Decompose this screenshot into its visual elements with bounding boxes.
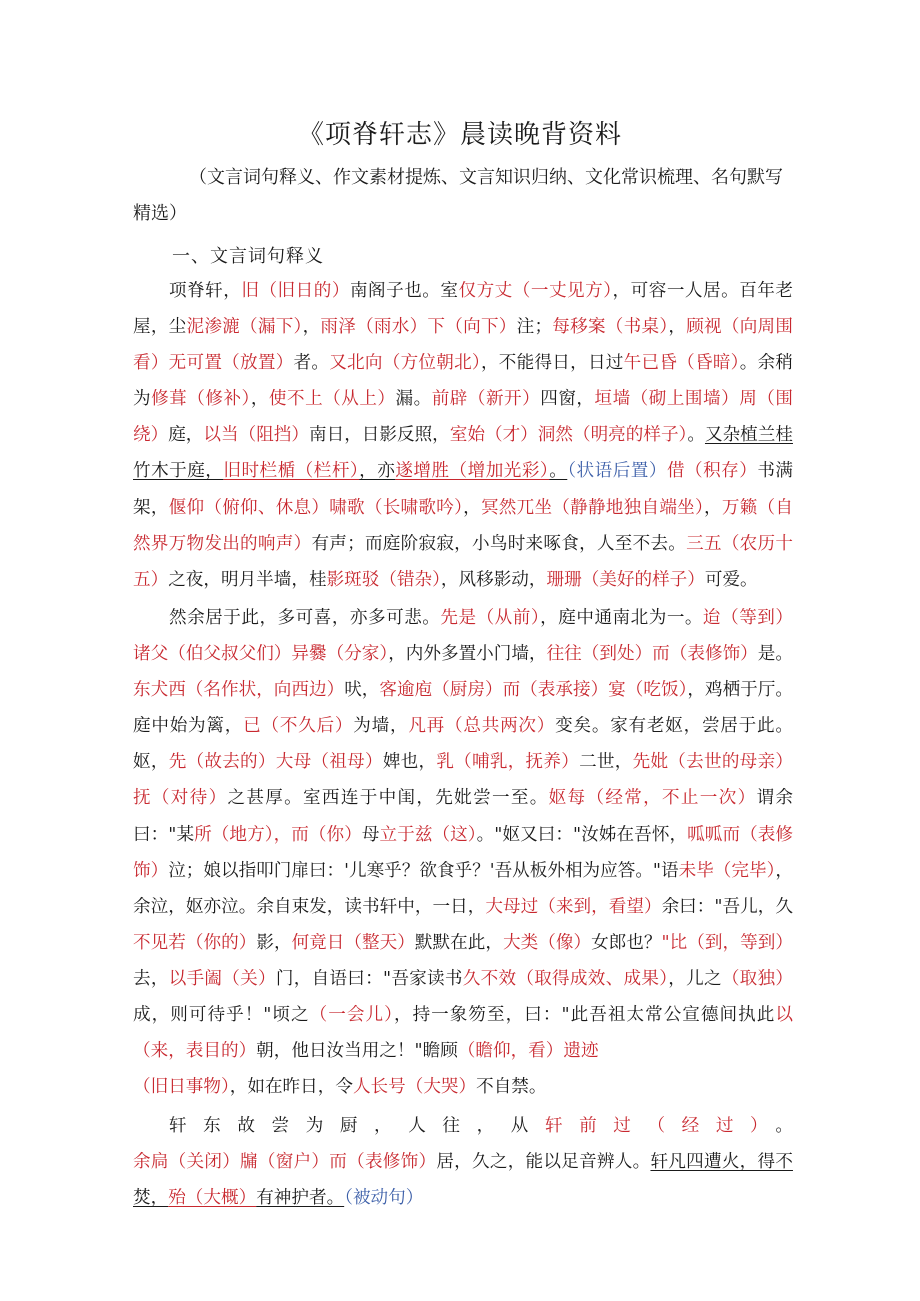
text-run: ， xyxy=(250,389,269,410)
text-run: 。 xyxy=(549,461,568,482)
annotated-phrase: 珊珊（美好的样子） xyxy=(546,569,705,590)
text-run: 女郎也？ xyxy=(591,932,662,953)
text-run: 默默在此， xyxy=(414,932,503,953)
document-subtitle: （文言词句释义、作文素材提炼、文言知识归纳、文化常识梳理、名句默写精选） xyxy=(133,167,783,224)
text-run: 门，自语曰："吾家读书 xyxy=(275,968,463,989)
text-run: 然余居于此，多可喜，亦多可悲。 xyxy=(169,608,441,628)
annotated-phrase: 以（来，表目的） xyxy=(133,1005,793,1062)
annotated-phrase: 影斑驳（错杂） xyxy=(326,569,441,590)
text-run: 谓余曰："某 xyxy=(133,788,793,845)
text-run: 漏。 xyxy=(395,389,432,410)
text-run: 注； xyxy=(516,317,553,338)
annotated-phrase: 三五（农历十五） xyxy=(133,533,793,590)
annotated-phrase: 余扃（关闭）牖（窗户）而（表修饰） xyxy=(133,1152,437,1173)
text-run: ，内外多置小门墙， xyxy=(388,644,547,665)
annotated-phrase: 午已昏（昏暗） xyxy=(623,353,740,374)
text-run: 成，则可待乎！"顷之 xyxy=(133,1005,310,1026)
annotated-phrase: 人长号（大哭） xyxy=(352,1077,477,1098)
grammar-note: （状语后置） xyxy=(567,461,667,482)
annotated-phrase: "比（到，等到） xyxy=(661,932,793,953)
annotated-phrase: （取独） xyxy=(721,968,793,989)
annotated-phrase: 修葺（修补） xyxy=(151,389,251,410)
text-run: 项脊轩， xyxy=(169,281,242,301)
annotated-phrase: 万籁（自然界万物发出的响声） xyxy=(133,497,793,554)
annotated-phrase: 室始（才）洞然（明亮的样子） xyxy=(449,425,688,446)
text-run: 有声；而庭阶寂寂，小鸟时来啄食，人至不去。 xyxy=(311,533,687,554)
annotated-phrase: 前辟（新开） xyxy=(431,389,541,410)
text-run: 有神护者。 xyxy=(256,1188,345,1209)
text-run: ，不能得日，日过 xyxy=(480,353,624,374)
annotated-phrase: 迨（等到）诸父（伯父叔父们）异爨（分家） xyxy=(133,608,793,665)
text-run: ，亦 xyxy=(359,461,396,482)
text-run: 。"妪又曰："汝姊在吾怀， xyxy=(476,824,688,845)
text-run: 不自禁。 xyxy=(476,1077,547,1098)
annotated-phrase: 轩前过（经过） xyxy=(544,1116,776,1136)
annotated-phrase: 先（故去的）大母（祖母） xyxy=(168,752,383,773)
text-run: 。余稍为 xyxy=(133,353,793,410)
annotated-phrase: 殆（大概） xyxy=(168,1188,257,1209)
text-run: 南日，日影反照， xyxy=(309,425,450,446)
text-run: ，持一象笏至，曰："此吾祖太常公宣德间执此 xyxy=(393,1005,776,1026)
text-run: ， xyxy=(463,497,481,518)
annotated-phrase: 呱呱而（表修饰） xyxy=(133,824,794,881)
text-run: ，鸡栖于厅。庭中始为篱， xyxy=(133,680,793,737)
text-run: ， xyxy=(668,317,687,338)
annotated-phrase: 每移案（书桌） xyxy=(552,317,669,338)
annotated-phrase: （瞻仰，看）遗迹 xyxy=(457,1041,599,1062)
text-run: 去， xyxy=(133,968,169,989)
annotated-phrase: 旧时栏楯（栏杆） xyxy=(223,461,360,482)
annotated-phrase: （旧日事物） xyxy=(133,1077,230,1098)
text-run: 吠， xyxy=(344,680,380,701)
text-run: ， xyxy=(704,497,722,518)
text-run: 轩凡四遭火，得不焚， xyxy=(133,1152,793,1209)
text-run: 为墙， xyxy=(353,716,409,737)
text-run: 又杂植兰桂竹木于庭， xyxy=(133,425,793,482)
text-run: 可爱。 xyxy=(704,569,758,590)
text-run: 余曰："吾儿，久 xyxy=(661,896,793,917)
text-run: 庭， xyxy=(168,425,204,446)
document-title: 《项脊轩志》晨读晚背资料 xyxy=(297,120,622,150)
annotated-phrase: 妪每（经常，不止一次） xyxy=(548,788,757,809)
annotated-phrase: 又北向（方位朝北） xyxy=(329,353,481,374)
text-run: 母 xyxy=(361,824,380,845)
paragraph-2 xyxy=(133,600,793,1105)
text-run: ，如在昨日，令 xyxy=(229,1077,353,1098)
annotated-phrase: 客逾庖（厨房）而（表承接）宴（吃饭） xyxy=(379,680,688,701)
text-run: 之夜，明月半墙，桂 xyxy=(168,569,327,590)
text-run: 二世， xyxy=(579,752,633,773)
text-run: 朝，他日汝当用之！"瞻顾 xyxy=(256,1041,458,1062)
annotated-phrase: 已（不久后） xyxy=(243,716,354,737)
annotated-phrase: （一会儿） xyxy=(309,1005,394,1026)
annotated-phrase: 以手阖（关） xyxy=(168,968,276,989)
text-run: 南阁子也。室 xyxy=(349,281,459,301)
text-run: 。 xyxy=(775,1116,793,1136)
text-run: 书满架， xyxy=(133,461,793,518)
annotated-phrase: 旧（旧日的） xyxy=(241,281,350,301)
text-run: ，可容一人居。百年老屋，尘 xyxy=(133,281,793,338)
text-run: 泣；娘以指叩门扉曰：'儿寒乎？欲食乎？'吾从板外相为应答。"语 xyxy=(168,860,679,881)
annotated-phrase: 何竟日（整天） xyxy=(291,932,415,953)
annotated-phrase: 使不上（从上） xyxy=(268,389,396,410)
annotated-phrase: 不见若（你的） xyxy=(133,932,257,953)
annotated-phrase: 泥渗漉（漏下） xyxy=(186,317,303,338)
text-run: 是。 xyxy=(757,644,793,665)
text-run: 者。 xyxy=(293,353,330,374)
text-run: 居，久之，能以足音辨人。 xyxy=(436,1152,651,1173)
annotated-phrase: 雨泽（雨水）下（向下） xyxy=(320,317,517,338)
annotated-phrase: 所（地方），而（你） xyxy=(194,824,362,845)
annotated-phrase: 未毕（完毕） xyxy=(678,860,776,881)
annotated-phrase: 久不效（取得成效、成果） xyxy=(462,968,669,989)
annotated-phrase: 往往（到处）而（表修饰） xyxy=(546,644,758,665)
text-run: 轩东故尝为厨，人往，从 xyxy=(169,1116,545,1136)
text-run: 之甚厚。室西连于中闺，先妣尝一至。 xyxy=(227,788,549,809)
annotated-phrase: 垣墙（砌上围墙）周（围绕） xyxy=(133,389,793,446)
text-run: 四窗， xyxy=(540,389,595,410)
text-run: 。 xyxy=(687,425,705,446)
annotated-phrase: 凡再（总共两次） xyxy=(408,716,556,737)
annotated-phrase: 遂增胜（增加光彩） xyxy=(395,461,550,482)
annotated-phrase: 大母过（来到，看望） xyxy=(485,896,662,917)
annotated-phrase: 以当（阻挡） xyxy=(203,425,309,446)
annotated-phrase: 借（积存） xyxy=(666,461,758,482)
text-run: ，余泣，妪亦泣。余自束发，读书轩中，一日， xyxy=(133,860,793,917)
text-run: ， xyxy=(302,317,321,338)
annotated-phrase: 偃仰（俯仰、休息）啸歌（长啸歌吟） xyxy=(168,497,464,518)
text-run: 婢也， xyxy=(382,752,437,773)
text-run: ，风移影动， xyxy=(440,569,547,590)
grammar-note: （被动句） xyxy=(344,1188,424,1209)
annotated-phrase: 乳（哺乳，抚养） xyxy=(436,752,580,773)
text-run: ，庭中通南北为一。 xyxy=(540,608,704,628)
annotated-phrase: 顾视（向周围看）无可置（放置） xyxy=(133,317,793,374)
annotated-phrase: 东犬西（名作状，向西边） xyxy=(133,680,345,701)
annotated-phrase: 先是（从前） xyxy=(440,608,541,628)
annotated-phrase: 冥然兀坐（静静地独自端坐） xyxy=(480,497,705,518)
annotated-phrase: 先妣（去世的母亲）抚（对待） xyxy=(133,752,793,809)
paragraph-1 xyxy=(133,273,793,598)
text-run: 变矣。家有老妪，尝居于此。妪， xyxy=(133,716,793,773)
text-run: 影， xyxy=(256,932,292,953)
text-run: ，儿之 xyxy=(668,968,722,989)
section-heading: 一、文言词句释义 xyxy=(172,246,324,267)
annotated-phrase: 大类（像） xyxy=(502,932,592,953)
annotated-phrase: 仅方丈（一丈见方） xyxy=(458,281,613,301)
annotated-phrase: 立于兹（这） xyxy=(379,824,477,845)
paragraph-3 xyxy=(133,1108,793,1216)
